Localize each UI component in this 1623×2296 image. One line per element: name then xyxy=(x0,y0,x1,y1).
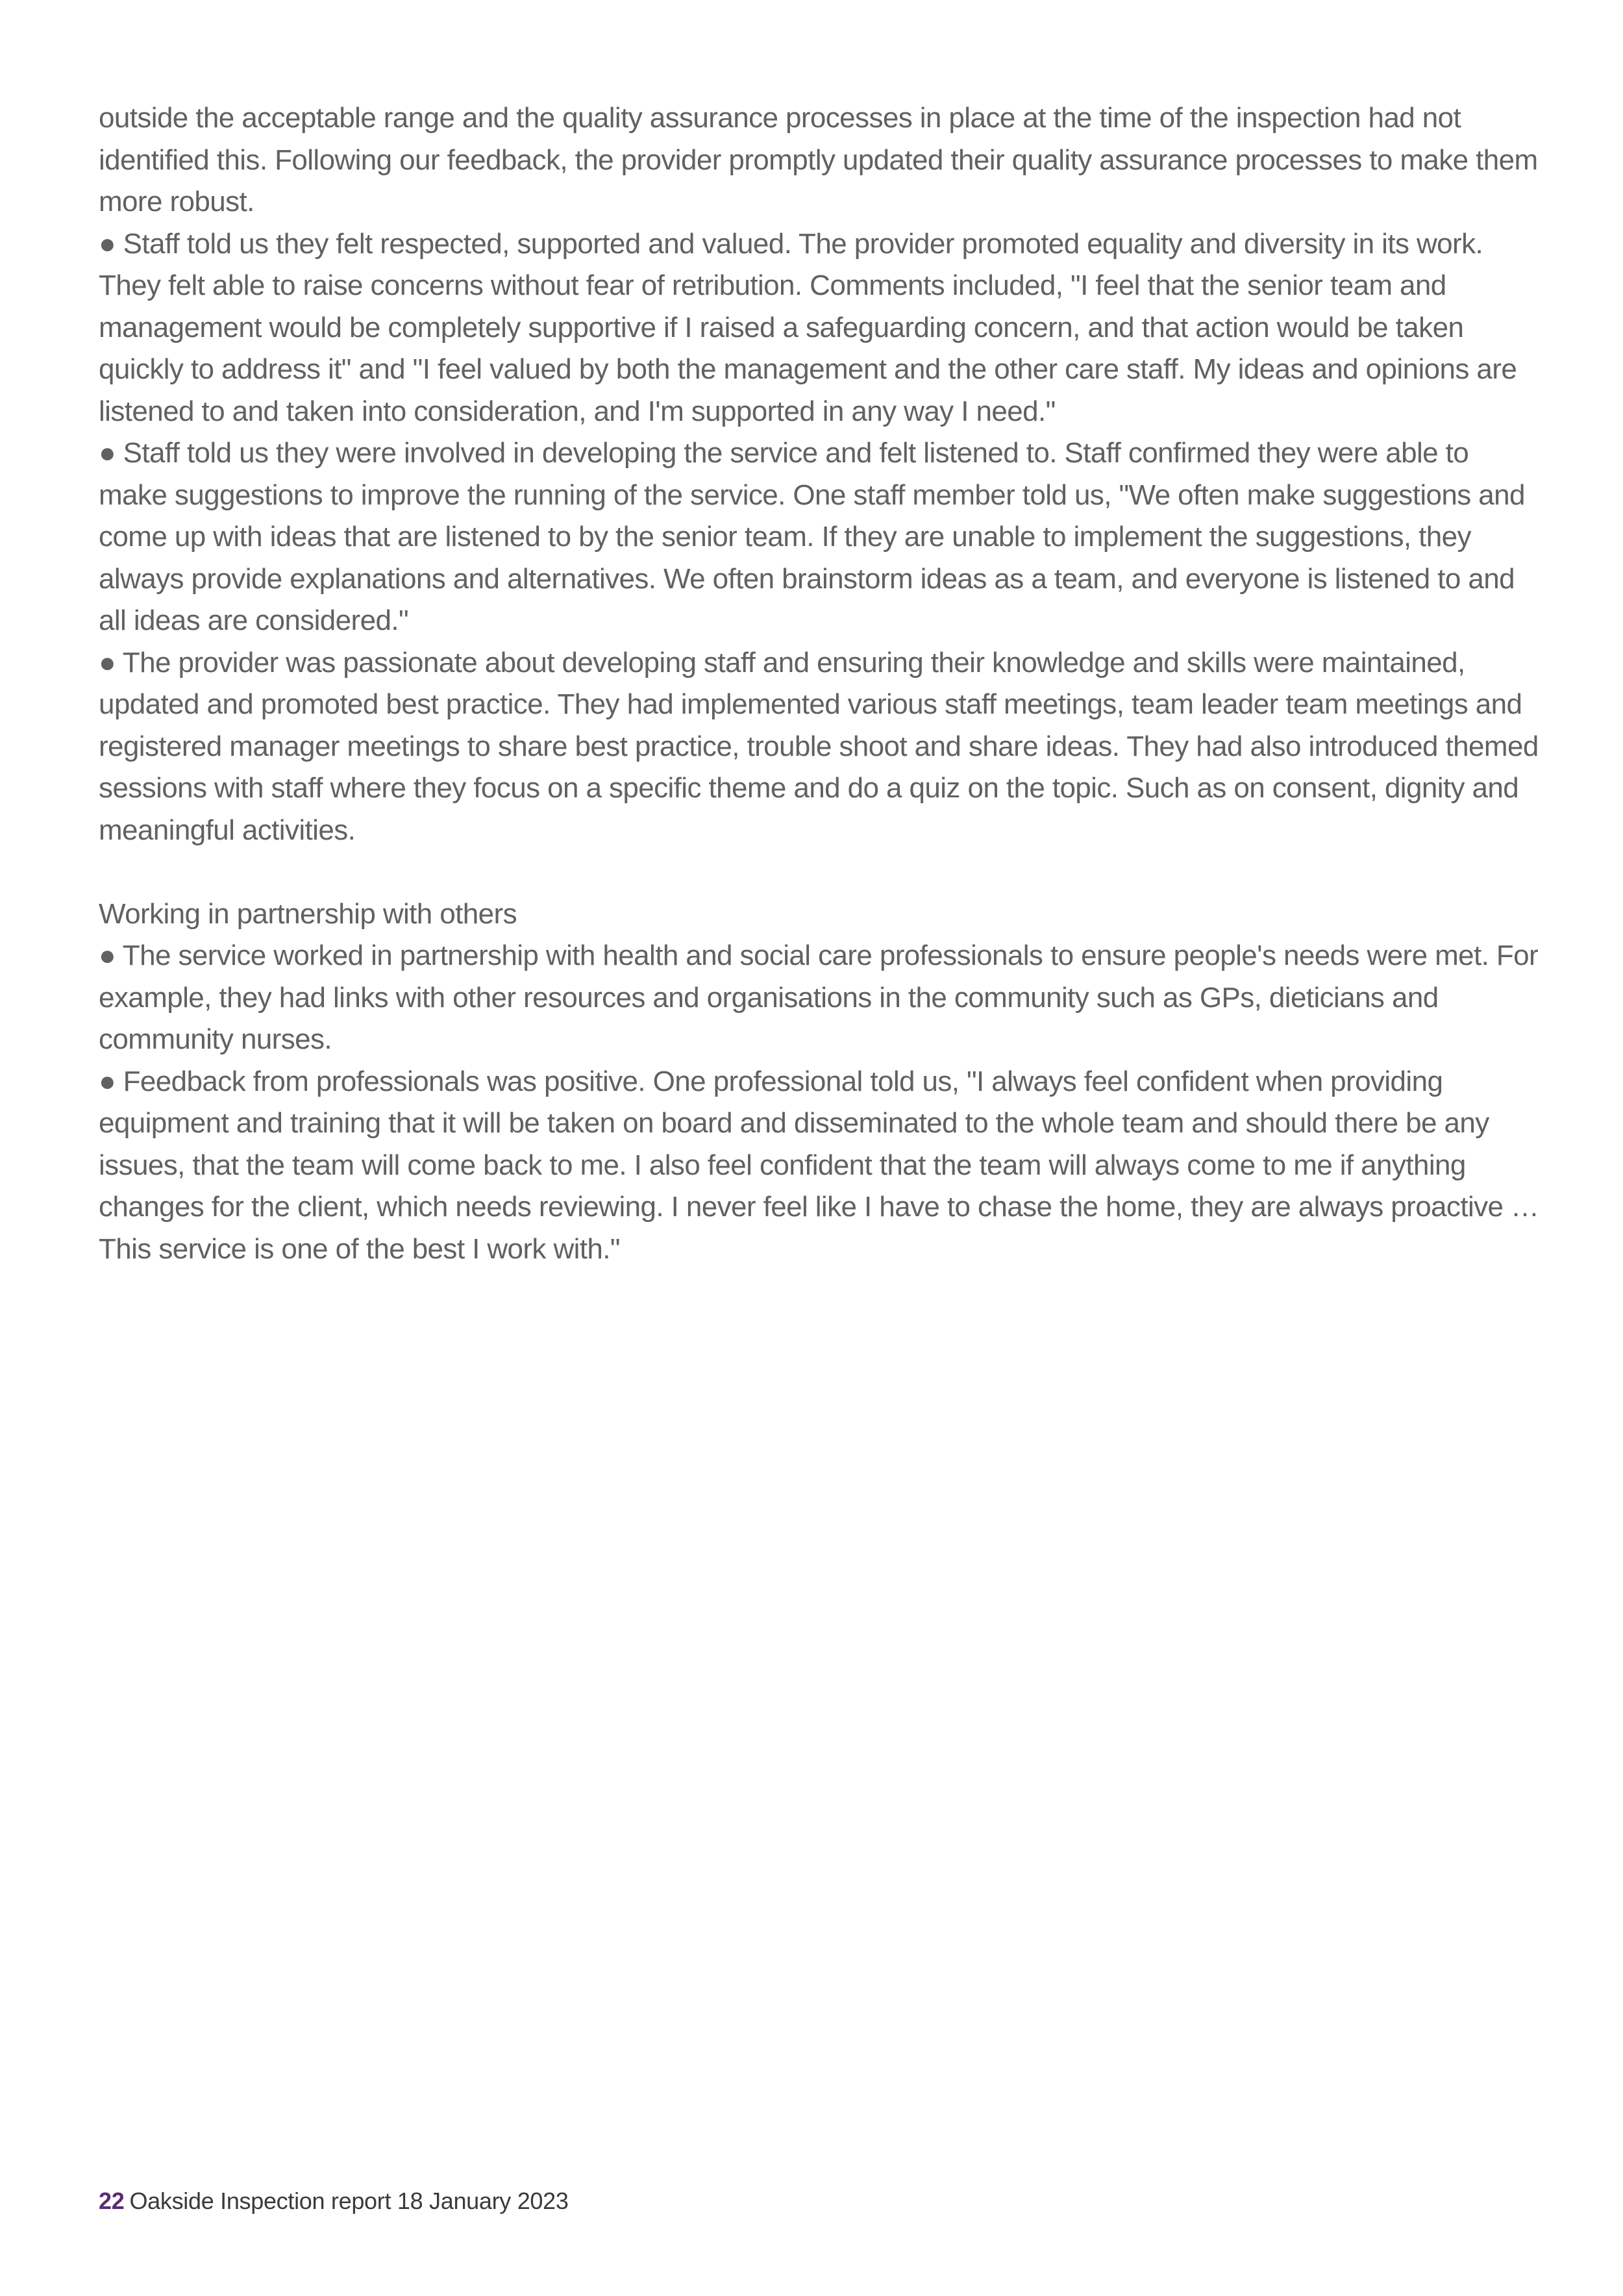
bullet-provider-developing-staff: ● The provider was passionate about developing staff and ensuring their knowledge and skills were maintained, updated and promoted best practice. They had implemented various staff meetings, team leader team meetings and registered manager meetings to share best practice, trouble shoot and share ideas. They had also introduced themed sessions with staff where they focus on a specific theme and do a quiz on the topic. Such as on consent, dignity and meaningful activities. xyxy=(99,646,1539,846)
bullet-professional-feedback: ● Feedback from professionals was positive. One professional told us, "I always feel confident when providing equipment and training that it will be taken on board and disseminated to the whole team and should there be any issues, that the team will come back to me. I also feel confident that the team will always come to me if anything changes for the client, which needs reviewing. I never feel like I have to chase the home, they are always proactive … This service is one of the best I work with." xyxy=(99,1065,1539,1265)
footer-text: Oakside Inspection report 18 January 2023 xyxy=(129,2188,569,2214)
page-number: 22 xyxy=(99,2188,125,2214)
section-heading: Working in partnership with others xyxy=(99,897,517,930)
bullet-staff-respected: ● Staff told us they felt respected, supported and valued. The provider promoted equality and diversity in its work. They felt able to raise concerns without fear of retribution. Comments included, "I feel that the senior team and management would be completely supportive if I raised a safeguarding concern, and that action would be taken quickly to address it" and "I feel valued by both the management and the other care staff. My ideas and opinions are listened to and taken into consideration, and I'm supported in any way I need." xyxy=(99,227,1517,427)
page-footer xyxy=(99,2187,569,2215)
bullet-partnership: ● The service worked in partnership with health and social care professionals to ensure people's needs were met. For example, they had links with other resources and organisations in the community such as GPs, dieticians and community nurses. xyxy=(99,940,1539,1055)
report-body xyxy=(99,97,1540,1270)
bullet-staff-involved: ● Staff told us they were involved in developing the service and felt listened to. Staff confirmed they were able to make suggestions to improve the running of the service. One staff member told us, "We often make suggestions and come up with ideas that are listened to by the senior team. If they are unable to implement the suggestions, they always provide explanations and alternatives. We often brainstorm ideas as a team, and everyone is listened to and all ideas are considered." xyxy=(99,437,1525,636)
paragraph-spacer xyxy=(99,851,1540,893)
paragraph-quality-assurance: outside the acceptable range and the quality assurance processes in place at the time of the inspection had not identified this. Following our feedback, the provider promptly updated their quality assurance processes to make them more robust. xyxy=(99,102,1538,218)
